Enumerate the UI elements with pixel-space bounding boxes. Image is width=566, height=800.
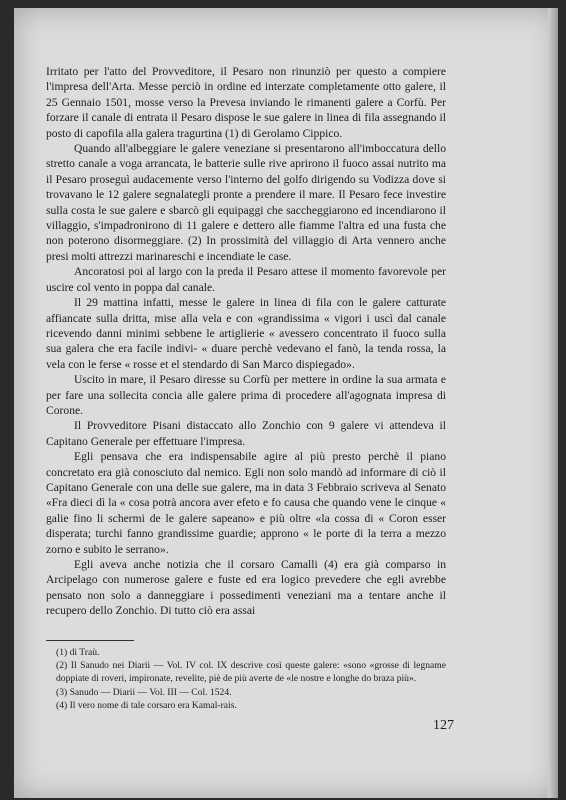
page-number: 127	[433, 718, 454, 733]
paragraph-3: Ancoratosi poi al largo con la preda il Pesaro attese il momento favorevole per uscire col vento in poppa dal canale.	[46, 265, 446, 294]
footnotes	[46, 646, 446, 712]
paragraph-1: Irritato per l'atto del Provveditore, il Pesaro non rinunziò per questo a compiere l'impresa dell'Arta. Messe perciò in ordine ed interzate completamente otto galere, il 25 Gennaio 1501, mosse verso la Prevesa inviando le rimanenti galere a Corfù. Per forzare il canale di entrata il Pesaro dispose le sue galere in linea di fila assegnando il posto di capofila alla galera tragurtina (1) di Gerolamo Cippico.	[46, 65, 446, 140]
paragraph-8: Egli aveva anche notizia che il corsaro Camalli (4) era già comparso in Arcipelago con numerose galere e fuste ed era logico prevedere che egli avrebbe pensato non solo a danneggiare i possedimenti veneziani ma a tentare anche il recupero dello Zonchio. Di tutto ciò era assai	[46, 558, 446, 618]
paragraph-2: Quando all'albeggiare le galere veneziane si presentarono all'imboccatura dello stretto canale a voga arrancata, le batterie sulle rive aprirono il fuoco assai nutrito ma il Pesaro proseguì audacemente verso l'interno del golfo dirigendo su Vodizza dove si trovavano le 12 galere segnalategli pronte a prendere il mare. Il Pesaro fece investire sulla costa le sue galere e sbarcò gli equipaggi che saccheggiarono ed incendiarono il villaggio, s'impadronirono di 11 galere e dettero alle fiamme l'altra ed una fusta che non poterono disormeggiare. (2) In prossimità del villaggio di Arta vennero anche presi molti attrezzi marinareschi e incendiate le case.	[46, 142, 446, 263]
paragraph-6: Il Provveditore Pisani distaccato allo Zonchio con 9 galere vi attendeva il Capitano Generale per effettuare l'impresa.	[46, 419, 446, 448]
footnote-4: (4) Il vero nome di tale corsaro era Kamal-rais.	[56, 699, 237, 711]
paragraph-4: Il 29 mattina infatti, messe le galere in linea di fila con le galere catturate affiancate sulla dritta, mise alla vela e con «grandissima « vigori i uscì dal canale ricevendo danni minimi sebbene le artiglierie « avessero concentrato il fuoco sulla sua galera che era facile indivi- « duare perchè vedevano el fanò, la tenda rossa, la vela con le ferse « rosse et el stendardo di San Marco dispiegado».	[46, 296, 446, 371]
footnote-3: (3) Sanudo — Diarii — Vol. III — Col. 1524.	[56, 686, 232, 698]
page-edge-shadow	[548, 8, 558, 798]
main-text	[46, 64, 446, 619]
paragraph-7: Egli pensava che era indispensabile agire al più presto perchè il piano concretato era già conosciuto dal nemico. Egli non solo mandò ad informare di ciò il Capitano Generale con una delle sue galere, ma in data 3 Febbraio scriveva al Senato «Fra dieci dì la « cosa potrà ancora aver efeto e fo causa che quando vene le cinque « galie fino li schermi de le galere sapeano» e più oltre «la cossa di « Coron esser disperata; turchi fanno grandissime guardie; approno « le porte di la terra a mezzo zorno e subito le serrano».	[46, 450, 446, 556]
footnote-2: (2) Il Sanudo nei Diarii — Vol. IV col. IX descrive così queste galere: «sono «grosse di legname doppiate di roveri, impironate, revelite, piè de più averte de «le nostre e longhe do braza più».	[56, 660, 446, 685]
footnote-1: (1) di Traù.	[56, 647, 100, 658]
footnote-divider	[46, 640, 134, 641]
paragraph-5: Uscito in mare, il Pesaro diresse su Corfù per mettere in ordine la sua armata e per fare una sollecita concia alle galere prima di procedere all'agognata impresa di Corone.	[46, 373, 446, 417]
